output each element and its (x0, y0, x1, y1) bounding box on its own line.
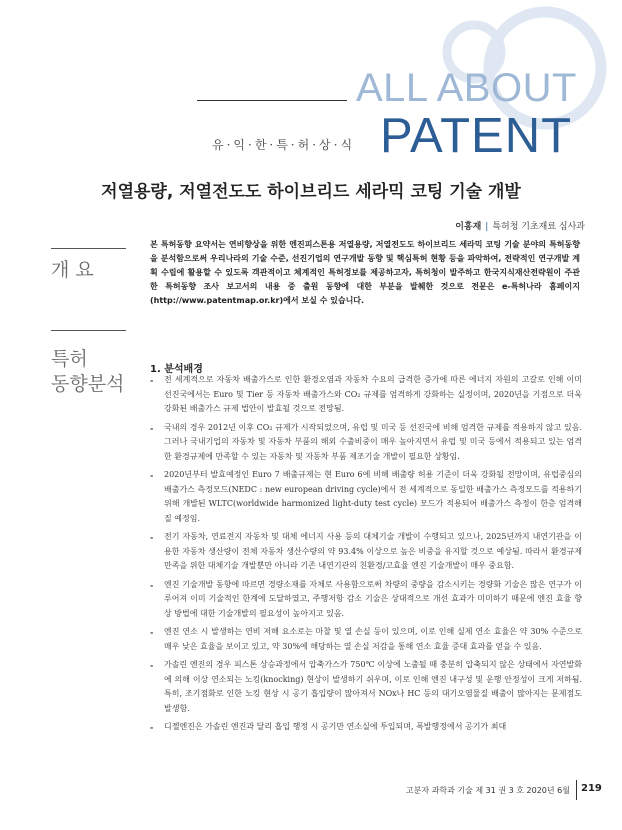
author-name: 이홍재 (455, 222, 482, 232)
bullet-marker: - (150, 375, 154, 385)
bullet-marker: - (150, 722, 154, 732)
list-item: - 가솔린 엔진의 경우 피스톤 상승과정에서 압축가스가 750℃ 이상에 노출될 때 충분히 압축되지 않은 상태에서 자연발화에 의해 이상 연소되는 노킹(knocking) 현상이 발생하기 쉬우며, 이로 인해 엔진 내구성 및 운행 안정성이 크게 저하됨. 특히, 조기점화로 인한 노킹 현상 시 공기 흡입량이 많아져서 NOx나 HC 등의 대기오염물질 배출이 많아지는 문제점도 발생함. (150, 660, 582, 713)
article-title: 저열용량, 저열전도도 하이브리드 세라믹 코팅 기술 개발 (101, 182, 521, 202)
bullet-marker: - (150, 470, 154, 480)
analysis-heading: 1. 분석배경 (150, 364, 203, 375)
author-line (455, 219, 585, 232)
list-item: - 국내의 경우 2012년 이후 CO₂ 규제가 시작되었으며, 유럽 및 미국 등 선진국에 비해 엄격한 규제를 적용하지 않고 있음. 그러나 국내기업의 자동차 및 자동차 부품의 해외 수출비중이 매우 높아지면서 유럽 및 미국 등에서 적용되고 있는 엄격한 환경규제에 만족할 수 있는 자동차 및 자동차 부품 제조기술 개발이 필요한 상황임. (150, 422, 582, 461)
list-item: - 전기 자동차, 연료전지 자동차 및 대체 에너지 사용 등의 대체기술 개발이 수행되고 있으나, 2025년까지 내연기관을 이용한 자동차 생산량이 전체 자동차 생산수량의 약 93.4% 이상으로 높은 비중을 유지할 것으로 예상됨. 따라서 환경규제 만족을 위한 대체기술 개발뿐만 아니라 기존 내연기관의 친환경/고효율 엔진 기술개발이 매우 중요함. (150, 532, 582, 570)
page-number: 219 (581, 783, 602, 794)
header-rule (197, 100, 347, 101)
column-name: 유·익·한·특·허·상·식 (212, 138, 356, 152)
list-item: - 디젤엔진은 가솔린 엔진과 달리 흡입 행정 시 공기만 연소실에 투입되며, 폭발행정에서 공기가 최대 (148, 720, 582, 735)
list-item: - 전 세계적으로 자동차 배출가스로 인한 환경오염과 자동차 수요의 급격한 증가에 따른 에너지 자원의 고갈로 인해 이미 선진국에서는 Euro 및 Tier 등 자동차 배출가스와 CO₂ 규제를 엄격하게 강화하는 실정이며, 2020년을 기점으로 더욱 강화된 배출가스 규제 법안이 발효될 것으로 전망됨. (150, 375, 582, 413)
all-about-heading: ALL ABOUT (356, 66, 577, 110)
bullet-marker: - (150, 660, 154, 670)
bullet-marker: - (150, 532, 154, 542)
author-separator: | (485, 222, 489, 232)
trend-section-title-line2: 동향분석 (51, 373, 125, 395)
trend-section-title-line1: 특허 (51, 348, 88, 370)
bullet-marker: - (150, 627, 154, 637)
bullet-marker: - (150, 579, 154, 590)
trend-rule (51, 330, 126, 331)
overview-text: 본 특허동향 요약서는 연비향상을 위한 엔진피스톤용 저열용량, 저열전도도 하이브리드 세라믹 코팅 기술 분야의 특허동향을 분석함으로써 우리나라의 기술 수준, 선진기업의 연구개발 동향 및 핵심특허 현황 등을 파악하여, 전략적인 연구개발 계획 수립에 활용할 수 있도록 객관적이고 체계적인 특허정보를 제공하고자, 특허청이 발주하고 한국지식재산전략원이 주관한 특허동향 조사 보고서의 내용 중 출원 동향에 대한 부분을 발췌한 것으로 전문은 e-특허나라 홈페이지(http://www.patentmap.or.kr)에서 보실 수 있습니다. (150, 240, 580, 305)
list-item: - 2020년부터 발효예정인 Euro 7 배출규제는 현 Euro 6에 비해 배출량 허용 기준이 더욱 강화될 전망이며, 유럽중심의 배출가스 측정모드(NEDC : new european driving cycle)에서 전 세계적으로 동일한 배출가스 측정모드를 적용하기 위해 개발된 WLTC(worldwide harmonized light-duty test cycle) 모드가 적용되어 배출가스 측정이 한층 엄격해질 예정임. (150, 470, 582, 523)
analysis-bullet-list (148, 373, 582, 739)
patent-heading: PATENT (380, 109, 573, 163)
overview-rule (51, 248, 126, 249)
author-affiliation: 특허청 기초재료 심사과 (492, 222, 585, 232)
trend-section-title (51, 347, 124, 397)
overview-section-title: 개 요 (51, 259, 94, 281)
bullet-marker: - (150, 422, 154, 433)
list-item: - 엔진 연소 시 발생하는 연비 저해 요소로는 마찰 및 열 손실 등이 있으며, 이로 인해 실제 연소 효율은 약 30% 수준으로 매우 낮은 효율을 보이고 있고, 약 30%에 해당하는 열 손실 저감을 통해 연소 효율 증대 효과를 얻을 수 있음. (150, 627, 582, 651)
footer-journal: 고분자 과학과 기술 제 31 권 3 호 2020년 6월 (405, 786, 570, 795)
footer-divider (576, 780, 577, 800)
list-item: - 엔진 기술개발 동향에 따르면 경량소재를 자체로 사용함으로써 차량의 중량을 감소시키는 경량화 기술은 많은 연구가 이루어져 이미 기술적인 한계에 도달하였고, 주행저항 감소 기술은 상대적으로 개선 효과가 미미하기 때문에 엔진 효율 향상 방법에 대한 기술개발의 필요성이 높아지고 있음. (150, 579, 582, 618)
